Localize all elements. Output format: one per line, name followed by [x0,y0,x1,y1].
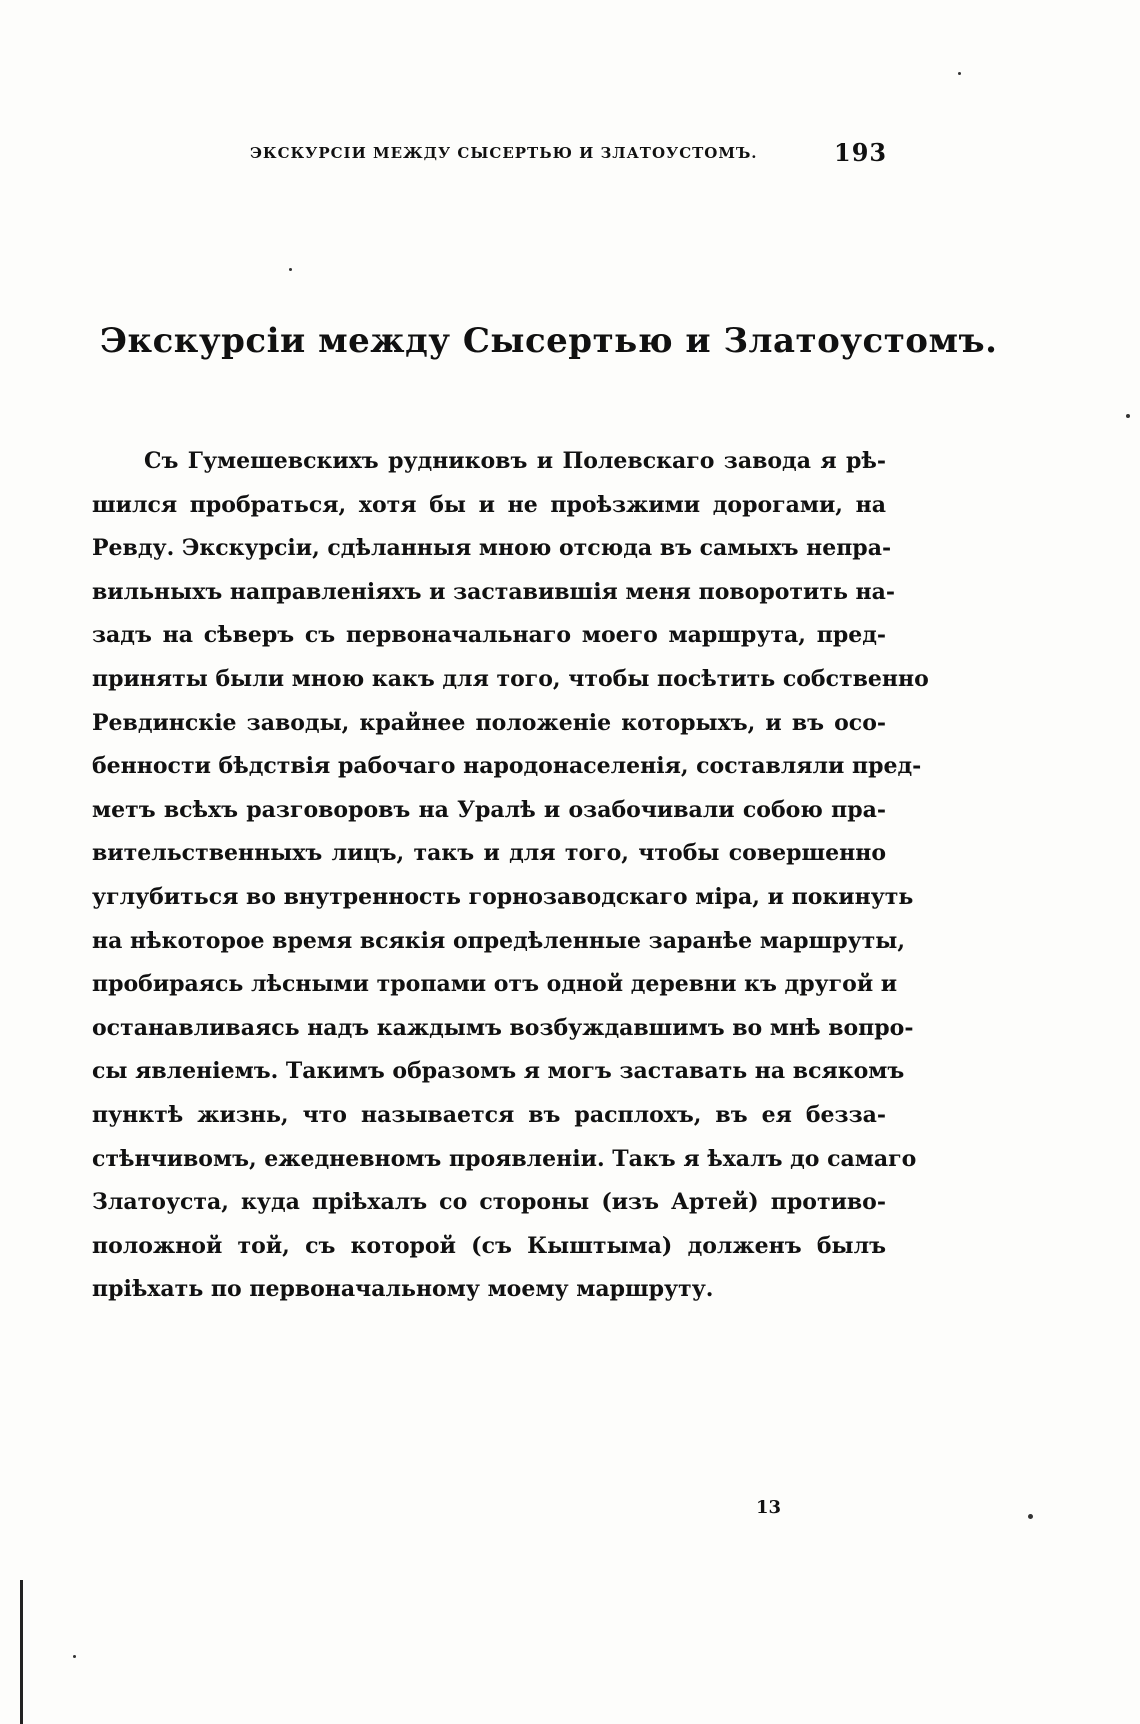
text-line: вительственныхъ лицъ, такъ и для того, чтобы совершенно [92,840,886,867]
chapter-title: Экскурсіи между Сысертью и Златоустомъ. [100,320,998,361]
text-line: Съ Гумешевскихъ рудниковъ и Полевскаго завода я рѣ- [144,448,886,474]
text-line: Ревду. Экскурсіи, сдѣланныя мною отсюда въ самыхъ непра- [92,535,892,562]
text-line: стѣнчивомъ, ежедневномъ проявленіи. Такъ я ѣхалъ до самаго [92,1145,917,1172]
text-line: Ревдинскіе заводы, крайнее положеніе которыхъ, и въ осо- [92,709,886,736]
text-line: пріѣхать по первоначальному моему маршруту. [92,1276,714,1303]
scan-edge-shadow [20,1580,23,1724]
text-line: шился пробраться, хотя бы и не проѣзжими дорогами, на [92,491,886,518]
scan-speck [1126,414,1130,418]
text-line: вильныхъ направленіяхъ и заставившія меня поворотить на- [92,578,896,605]
body-paragraph [92,440,929,1312]
text-line: пробираясь лѣсными тропами отъ одной деревни къ другой и [92,971,898,998]
scan-speck [73,1655,76,1658]
text-line: на нѣкоторое время всякія опредѣленные заранѣе маршруты, [92,927,906,954]
running-header: ЭКСКУРСІИ МЕЖДУ СЫСЕРТЬЮ И ЗЛАТОУСТОМЪ. [250,144,758,162]
scan-speck [289,268,292,271]
scan-speck [958,72,961,75]
page-number: 193 [834,138,888,167]
text-line: Златоуста, куда пріѣхалъ со стороны (изъ Артей) противо- [92,1189,886,1216]
text-line: приняты были мною какъ для того, чтобы посѣтить собственно [92,665,929,692]
text-line: останавливаясь надъ каждымъ возбуждавшимъ во мнѣ вопро- [92,1014,914,1041]
printer-signature: 13 [756,1497,782,1518]
text-line: углубиться во внутренность горнозаводскаго міра, и покинуть [92,883,914,910]
text-line: задъ на сѣверъ съ первоначальнаго моего маршрута, пред- [92,622,886,649]
text-line: метъ всѣхъ разговоровъ на Уралѣ и озабочивали собою пра- [92,796,886,823]
text-line: пунктѣ жизнь, что называется въ расплохъ, въ ея безза- [92,1101,886,1128]
text-line: положной той, съ которой (съ Кыштыма) долженъ былъ [92,1232,886,1259]
text-line: сы явленіемъ. Такимъ образомъ я могъ заставать на всякомъ [92,1058,905,1085]
scan-speck [1028,1514,1033,1519]
text-line: бенности бѣдствія рабочаго народонаселенія, составляли пред- [92,753,922,780]
